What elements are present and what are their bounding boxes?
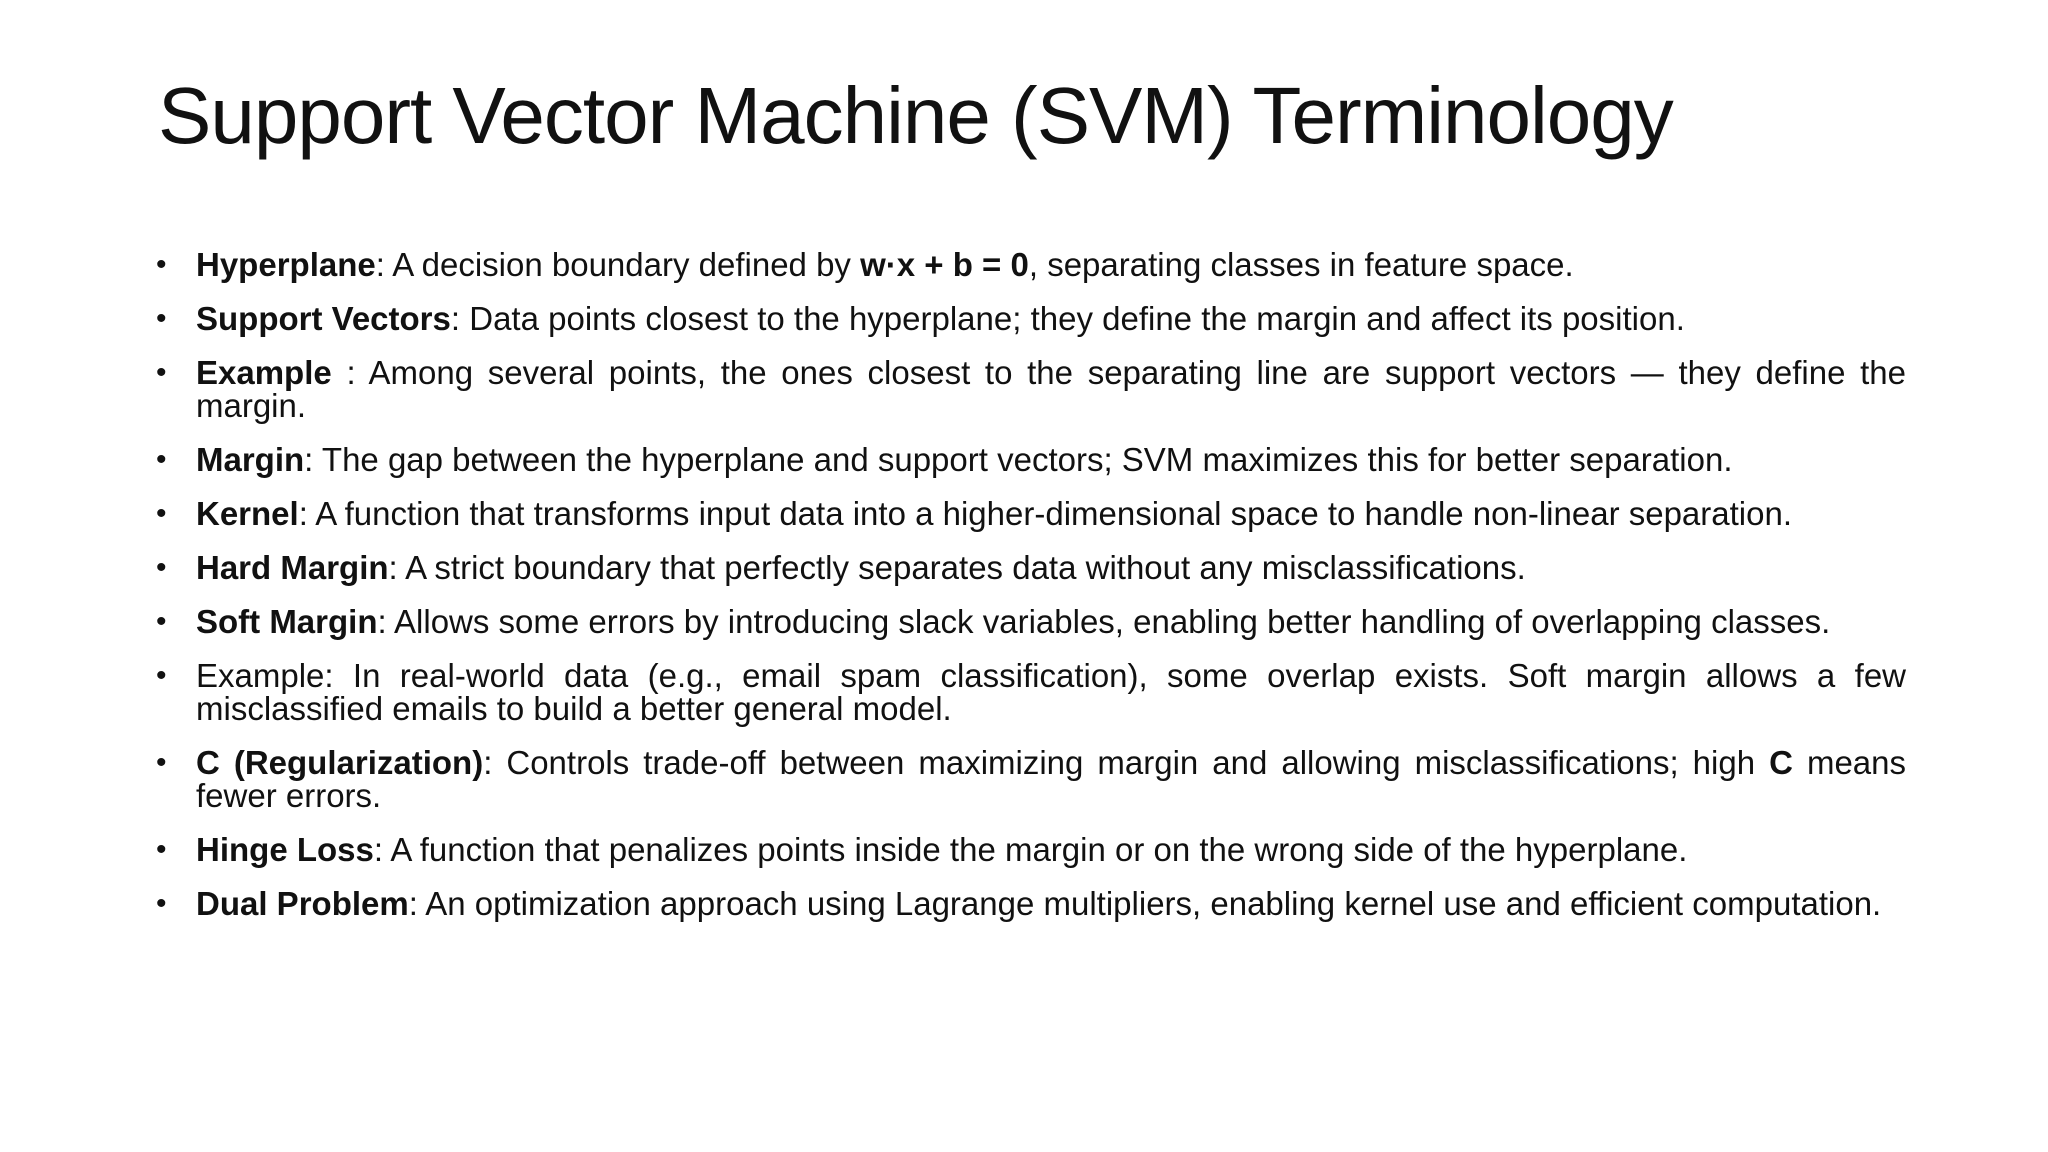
term-label: Example — [196, 354, 332, 391]
bullet-support-vectors — [152, 302, 1906, 335]
term-separator: : — [483, 744, 507, 781]
bullet-dot-icon: • — [156, 887, 167, 920]
definition-text: Example: In real-world data (e.g., email spam classification), some overlap exists. Soft margin allows a few misclassified emails to build a better general model. — [196, 657, 1906, 727]
bullet-dot-icon: • — [156, 443, 167, 476]
equation-text: w·x + b = 0 — [860, 246, 1029, 283]
bullet-dot-icon: • — [156, 497, 167, 530]
bullet-dual-problem — [152, 887, 1906, 920]
term-label: C (Regularization) — [196, 744, 484, 781]
term-separator: : — [450, 300, 470, 337]
definition-text: A decision boundary defined by — [392, 246, 861, 283]
slide-title: Support Vector Machine (SVM) Terminology — [158, 71, 1673, 160]
term-label: Support Vectors — [196, 300, 451, 337]
term-separator: : — [373, 831, 391, 868]
bullet-regularization — [152, 746, 1906, 812]
term-label: Soft Margin — [196, 603, 378, 640]
bullet-margin — [152, 443, 1906, 476]
definition-text: Among several points, the ones closest to the separating line are support vectors — they define the margin. — [196, 354, 1906, 424]
bullet-hyperplane — [152, 248, 1906, 281]
definition-text: Allows some errors by introducing slack variables, enabling better handling of overlapping classes. — [394, 603, 1831, 640]
definition-text: Data points closest to the hyperplane; they define the margin and affect its position. — [469, 300, 1685, 337]
bullet-dot-icon: • — [156, 356, 167, 389]
term-separator: : — [388, 549, 406, 586]
bullet-dot-icon: • — [156, 302, 167, 335]
term-label: Hard Margin — [196, 549, 389, 586]
bullet-kernel — [152, 497, 1906, 530]
bullet-list — [152, 248, 1906, 941]
bullet-dot-icon: • — [156, 605, 167, 638]
definition-text: Controls trade-off between maximizing margin and allowing misclassifications; high — [506, 744, 1770, 781]
term-separator: : — [298, 495, 316, 532]
bullet-dot-icon: • — [156, 833, 167, 866]
bullet-dot-icon: • — [156, 659, 167, 692]
definition-text: The gap between the hyperplane and support vectors; SVM maximizes this for better separation. — [321, 441, 1733, 478]
definition-text: A strict boundary that perfectly separates data without any misclassifications. — [405, 549, 1526, 586]
bullet-dot-icon: • — [156, 551, 167, 584]
term-separator: : — [375, 246, 393, 283]
definition-text-continued: , separating classes in feature space. — [1028, 246, 1574, 283]
bullet-example-soft-margin — [152, 659, 1906, 725]
definition-text: An optimization approach using Lagrange multipliers, enabling kernel use and efficient computation. — [425, 885, 1882, 922]
definition-text-continued: means fewer errors. — [196, 744, 1906, 814]
term-label: Kernel — [196, 495, 299, 532]
bullet-dot-icon: • — [156, 746, 167, 779]
definition-text: A function that penalizes points inside the margin or on the wrong side of the hyperplane. — [390, 831, 1688, 868]
term-separator: : — [304, 441, 322, 478]
bullet-hard-margin — [152, 551, 1906, 584]
bullet-example-support-vectors — [152, 356, 1906, 422]
term-separator: : — [408, 885, 426, 922]
term-label: Hyperplane — [196, 246, 376, 283]
bullet-dot-icon: • — [156, 248, 167, 281]
term-separator: : — [377, 603, 395, 640]
parameter-c-text: C — [1769, 744, 1793, 781]
term-label: Dual Problem — [196, 885, 409, 922]
bullet-soft-margin — [152, 605, 1906, 638]
term-label: Margin — [196, 441, 305, 478]
bullet-hinge-loss — [152, 833, 1906, 866]
term-label: Hinge Loss — [196, 831, 374, 868]
definition-text: A function that transforms input data into a higher-dimensional space to handle non-linear separation. — [315, 495, 1792, 532]
term-separator: : — [331, 354, 369, 391]
